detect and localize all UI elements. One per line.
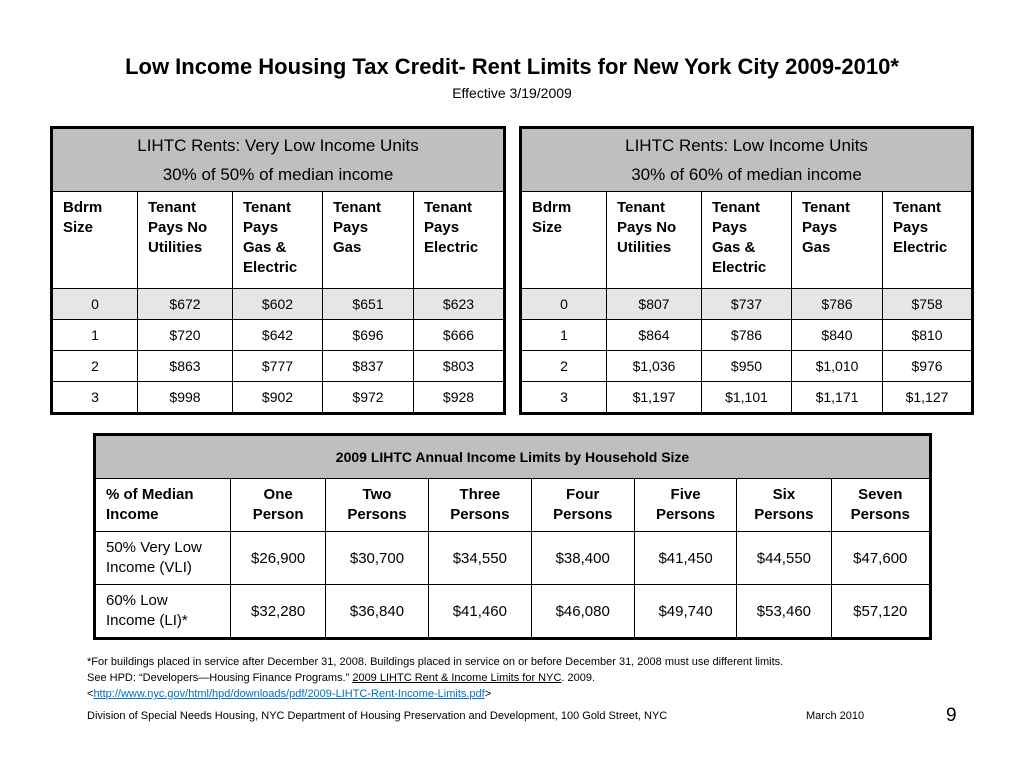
col-line: Pays xyxy=(712,219,748,236)
column-header-median xyxy=(95,479,231,532)
col-line: Pays xyxy=(333,219,369,236)
column-header-two xyxy=(325,479,428,532)
table-cell: $807 xyxy=(607,289,702,320)
table-cell: $758 xyxy=(883,289,973,320)
table-cell: $864 xyxy=(607,320,702,351)
col-line: Gas xyxy=(333,239,362,256)
table-header xyxy=(52,128,505,192)
income-limits-table xyxy=(93,433,932,640)
table-cell: $651 xyxy=(323,289,414,320)
col-line: Pays xyxy=(243,219,279,236)
table-cell: $41,460 xyxy=(429,585,531,639)
table-cell: $810 xyxy=(883,320,973,351)
col-line: Income xyxy=(106,506,159,523)
table-cell: $32,280 xyxy=(231,585,325,639)
table-cell: $34,550 xyxy=(429,532,531,585)
table-cell: $998 xyxy=(138,382,233,414)
column-header-four xyxy=(531,479,634,532)
col-line: Tenant xyxy=(424,199,473,216)
col-line: Persons xyxy=(450,506,510,523)
table-cell: $666 xyxy=(414,320,505,351)
table-cell: $928 xyxy=(414,382,505,414)
table-cell: $786 xyxy=(792,289,883,320)
column-header-five xyxy=(634,479,736,532)
column-header-no-utilities xyxy=(138,192,233,289)
footnote-suffix: . 2009. xyxy=(561,672,596,684)
col-line: Person xyxy=(252,506,304,523)
table-row xyxy=(95,585,931,639)
table-cell: $950 xyxy=(702,351,792,382)
col-line: Four xyxy=(566,486,600,503)
table-row xyxy=(52,320,505,351)
col-line: % of Median xyxy=(106,486,194,503)
col-line: Gas & xyxy=(243,239,287,256)
column-header-gas-electric xyxy=(233,192,323,289)
table-cell: $46,080 xyxy=(531,585,634,639)
table-cell: 0 xyxy=(52,289,138,320)
row-label-line: 60% Low xyxy=(106,592,168,609)
table-cell: $49,740 xyxy=(634,585,736,639)
table-cell: $672 xyxy=(138,289,233,320)
table-cell: $38,400 xyxy=(531,532,634,585)
row-label-line: 50% Very Low xyxy=(106,539,202,556)
column-header-one xyxy=(231,479,325,532)
table-cell: $57,120 xyxy=(831,585,930,639)
table-cell: $1,171 xyxy=(792,382,883,414)
column-header-row xyxy=(52,192,505,289)
col-line: Pays No xyxy=(617,219,677,236)
table-cell: $1,010 xyxy=(792,351,883,382)
footnote xyxy=(87,654,947,702)
url-close: > xyxy=(484,688,492,700)
table-cell: $53,460 xyxy=(737,585,831,639)
table-header xyxy=(521,128,973,192)
table-row xyxy=(521,289,973,320)
table-cell: $1,127 xyxy=(883,382,973,414)
col-line: Bdrm xyxy=(63,199,103,216)
table-cell: $30,700 xyxy=(325,532,428,585)
col-line: Tenant xyxy=(712,199,761,216)
table-cell: $1,101 xyxy=(702,382,792,414)
col-line: Size xyxy=(63,219,94,236)
table-cell: $41,450 xyxy=(634,532,736,585)
url-open: < xyxy=(87,688,94,700)
table-cell: $976 xyxy=(883,351,973,382)
column-header-seven xyxy=(831,479,930,532)
column-header-row xyxy=(521,192,973,289)
table-header-row xyxy=(521,128,973,192)
table-header-row xyxy=(52,128,505,192)
table-cell: $786 xyxy=(702,320,792,351)
col-line: Two xyxy=(362,486,392,503)
column-header-six xyxy=(737,479,831,532)
table-cell: $902 xyxy=(233,382,323,414)
table-header-line1: LIHTC Rents: Very Low Income Units xyxy=(137,136,419,155)
column-header-gas xyxy=(792,192,883,289)
col-line: Utilities xyxy=(617,239,672,256)
table-cell: $44,550 xyxy=(737,532,831,585)
col-line: Pays xyxy=(424,219,460,236)
source-link[interactable]: http://www.nyc.gov/html/hpd/downloads/pdf/2009-LIHTC-Rent-Income-Limits.pdf xyxy=(93,688,485,700)
table-cell: $26,900 xyxy=(231,532,325,585)
col-line: Pays No xyxy=(148,219,208,236)
row-label xyxy=(95,532,231,585)
table-row xyxy=(521,382,973,414)
column-header-bdrm xyxy=(52,192,138,289)
col-line: Tenant xyxy=(333,199,382,216)
column-header-electric xyxy=(414,192,505,289)
table-header-line2: 30% of 50% of median income xyxy=(162,165,394,184)
table-cell: $47,600 xyxy=(831,532,930,585)
table-cell: $837 xyxy=(323,351,414,382)
table-cell: 0 xyxy=(521,289,607,320)
col-line: Three xyxy=(459,486,501,503)
table-cell: $777 xyxy=(233,351,323,382)
page-subtitle: Effective 3/19/2009 xyxy=(452,85,572,101)
col-line: Persons xyxy=(553,506,613,523)
table-cell: $602 xyxy=(233,289,323,320)
table-row xyxy=(52,382,505,414)
col-line: Tenant xyxy=(243,199,292,216)
table-cell: $803 xyxy=(414,351,505,382)
column-header-row xyxy=(95,479,931,532)
table-row xyxy=(95,532,931,585)
column-header-gas xyxy=(323,192,414,289)
col-line: Pays xyxy=(893,219,929,236)
table-cell: $1,036 xyxy=(607,351,702,382)
table-cell: 1 xyxy=(52,320,138,351)
col-line: Tenant xyxy=(148,199,197,216)
col-line: Seven xyxy=(858,486,903,503)
col-line: Utilities xyxy=(148,239,203,256)
col-line: Tenant xyxy=(802,199,851,216)
table-cell: 3 xyxy=(521,382,607,414)
table-cell: 2 xyxy=(521,351,607,382)
row-label-line: Income (LI)* xyxy=(106,612,188,629)
col-line: Size xyxy=(532,219,563,236)
col-line: Gas & xyxy=(712,239,756,256)
col-line: Electric xyxy=(243,259,298,276)
col-line: Tenant xyxy=(617,199,666,216)
col-line: Pays xyxy=(802,219,838,236)
table-header-line1: LIHTC Rents: Low Income Units xyxy=(625,136,868,155)
footnote-line1: *For buildings placed in service after December 31, 2008. Buildings placed in service on or before December 31, 2008 must use different limits. xyxy=(87,656,784,668)
col-line: Tenant xyxy=(893,199,942,216)
column-header-bdrm xyxy=(521,192,607,289)
column-header-gas-electric xyxy=(702,192,792,289)
row-label-line: Income (VLI) xyxy=(106,559,192,576)
rent-table-low-income xyxy=(519,126,974,415)
col-line: Persons xyxy=(347,506,407,523)
table-cell: $737 xyxy=(702,289,792,320)
table-row xyxy=(521,320,973,351)
footer-org: Division of Special Needs Housing, NYC Department of Housing Preservation and Development, 100 Gold Street, NYC xyxy=(87,710,668,722)
col-line: Bdrm xyxy=(532,199,572,216)
rent-table-very-low-income xyxy=(50,126,506,415)
footnote-prefix: See HPD: “Developers—Housing Finance Programs.” xyxy=(87,672,353,684)
col-line: Six xyxy=(772,486,796,503)
table-header-line2: 30% of 60% of median income xyxy=(631,165,862,184)
table-cell: $840 xyxy=(792,320,883,351)
table-cell: $642 xyxy=(233,320,323,351)
table-row xyxy=(52,289,505,320)
table-row xyxy=(521,351,973,382)
page-title: Low Income Housing Tax Credit- Rent Limits for New York City 2009-2010* xyxy=(125,54,899,79)
col-line: Persons xyxy=(655,506,716,523)
table-cell: 1 xyxy=(521,320,607,351)
col-line: Electric xyxy=(893,239,948,256)
table-cell: $36,840 xyxy=(325,585,428,639)
footnote-line3 xyxy=(87,686,947,702)
column-header-electric xyxy=(883,192,973,289)
table-cell: 3 xyxy=(52,382,138,414)
table-header: 2009 LIHTC Annual Income Limits by Household Size xyxy=(95,435,931,479)
col-line: Five xyxy=(670,486,701,503)
table-cell: 2 xyxy=(52,351,138,382)
footnote-line2 xyxy=(87,670,947,686)
footnote-source-title: 2009 LIHTC Rent & Income Limits for NYC xyxy=(352,672,562,684)
col-line: Gas xyxy=(802,239,831,256)
table-cell: $696 xyxy=(323,320,414,351)
column-header-three xyxy=(429,479,531,532)
row-label xyxy=(95,585,231,639)
footer-date: March 2010 xyxy=(806,710,865,722)
table-cell: $863 xyxy=(138,351,233,382)
col-line: Electric xyxy=(712,259,767,276)
table-header-row xyxy=(95,435,931,479)
col-line: Electric xyxy=(424,239,479,256)
col-line: Persons xyxy=(850,506,910,523)
table-cell: $623 xyxy=(414,289,505,320)
table-cell: $720 xyxy=(138,320,233,351)
page-number: 9 xyxy=(946,705,957,726)
col-line: Persons xyxy=(754,506,814,523)
column-header-no-utilities xyxy=(607,192,702,289)
table-cell: $972 xyxy=(323,382,414,414)
table-row xyxy=(52,351,505,382)
table-cell: $1,197 xyxy=(607,382,702,414)
col-line: One xyxy=(263,486,293,503)
